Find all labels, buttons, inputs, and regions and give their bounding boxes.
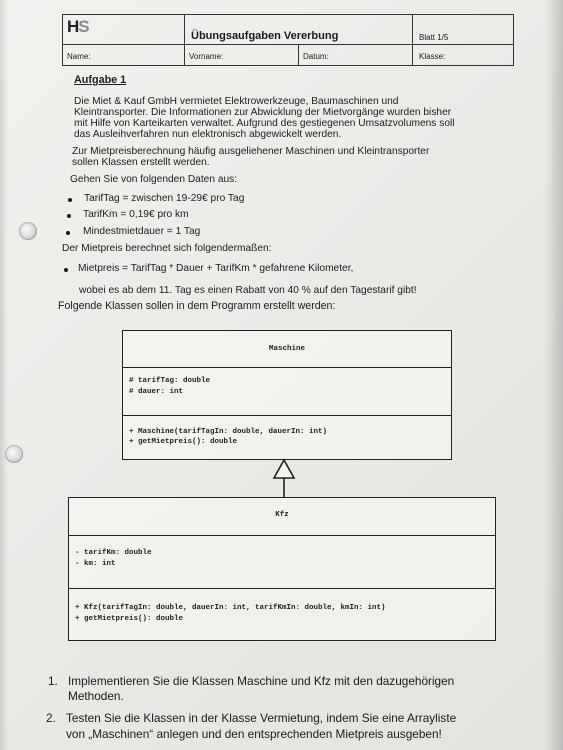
task-line: Methoden. [68, 689, 124, 703]
paragraph-line: sollen Klassen erstellt werden. [72, 157, 210, 168]
calc-intro: Der Mietpreis berechnet sich folgendermaßen: [62, 243, 272, 254]
task-number: 2. [46, 711, 56, 725]
uml-class-name: Maschine [268, 345, 305, 353]
given-item: Mindestmietdauer = 1 Tag [83, 226, 201, 237]
bullet [68, 198, 72, 202]
given-item: TarifTag = zwischen 19-29€ pro Tag [84, 193, 245, 204]
uml-attribute: - tarifKm: double [75, 549, 152, 557]
uml-class-maschine [122, 330, 452, 460]
school-logo: HS [67, 17, 89, 36]
uml-separator [69, 588, 495, 589]
bullet [67, 214, 71, 218]
task-number: 1. [48, 674, 58, 688]
punch-hole-top [19, 222, 37, 240]
worksheet-title: Übungsaufgaben Vererbung [191, 30, 339, 42]
task-line: von „Maschinen“ anlegen und den entsprechenden Mietpreis ausgeben! [66, 727, 442, 741]
class-label: Klasse: [419, 52, 446, 61]
given-intro: Gehen Sie von folgenden Daten aus: [70, 174, 238, 185]
formula: Mietpreis = TarifTag * Dauer + TarifKm * gefahrene Kilometer, [78, 263, 354, 274]
page-edge-shadow [0, 0, 8, 750]
intro-line: Die Miet & Kauf GmbH vermietet Elektrowerkzeuge, Baumaschinen und [74, 96, 399, 107]
task-line: Testen Sie die Klassen in der Klasse Vermietung, indem Sie eine Arrayliste [66, 711, 457, 725]
given-item: TarifKm = 0,19€ pro km [83, 209, 189, 220]
classes-intro: Folgende Klassen sollen in dem Programm erstellt werden: [58, 300, 336, 312]
inheritance-arrow [270, 458, 300, 500]
uml-separator [123, 367, 451, 368]
firstname-label: Vorname: [189, 52, 224, 61]
name-label: Name: [67, 52, 91, 61]
uml-method: + Maschine(tarifTagIn: double, dauerIn: int) [129, 428, 328, 436]
uml-separator [69, 535, 495, 536]
uml-class-kfz [68, 497, 496, 641]
uml-attribute: # tarifTag: double [129, 377, 211, 385]
punch-hole-bottom [5, 445, 23, 463]
uml-method: + getMietpreis(): double [75, 615, 184, 623]
bullet [66, 231, 70, 235]
uml-method: + getMietpreis(): double [129, 438, 238, 446]
uml-attribute: - km: int [75, 560, 116, 568]
sheet-number: Blatt 1/5 [419, 33, 449, 42]
task-heading: Aufgabe 1 [74, 74, 127, 86]
date-label: Datum: [303, 52, 329, 61]
paragraph-line: Zur Mietpreisberechnung häufig ausgeliehener Maschinen und Kleintransporter [72, 146, 430, 157]
page-fold-shadow [545, 0, 563, 750]
task-line: Implementieren Sie die Klassen Maschine und Kfz mit den dazugehörigen [68, 674, 455, 688]
uml-class-name: Kfz [275, 511, 289, 519]
uml-attribute: # dauer: int [129, 388, 184, 396]
intro-line: Kleintransporter. Die Informationen zur Abwicklung der Mietvorgänge wurden bisher [74, 107, 452, 118]
uml-method: + Kfz(tarifTagIn: double, dauerIn: int, tarifKmIn: double, kmIn: int) [75, 604, 386, 612]
intro-line: mit Hilfe von Karteikarten verwaltet. Aufgrund des gestiegenen Umsatzvolumens soll [74, 118, 455, 129]
intro-line: das Ausleihverfahren nun elektronisch abgewickelt werden. [74, 129, 342, 140]
worksheet-header [62, 14, 514, 66]
uml-separator [123, 415, 451, 416]
formula-note: wobei es ab dem 11. Tag es einen Rabatt von 40 % auf den Tagestarif gibt! [79, 285, 417, 296]
bullet [64, 268, 68, 272]
